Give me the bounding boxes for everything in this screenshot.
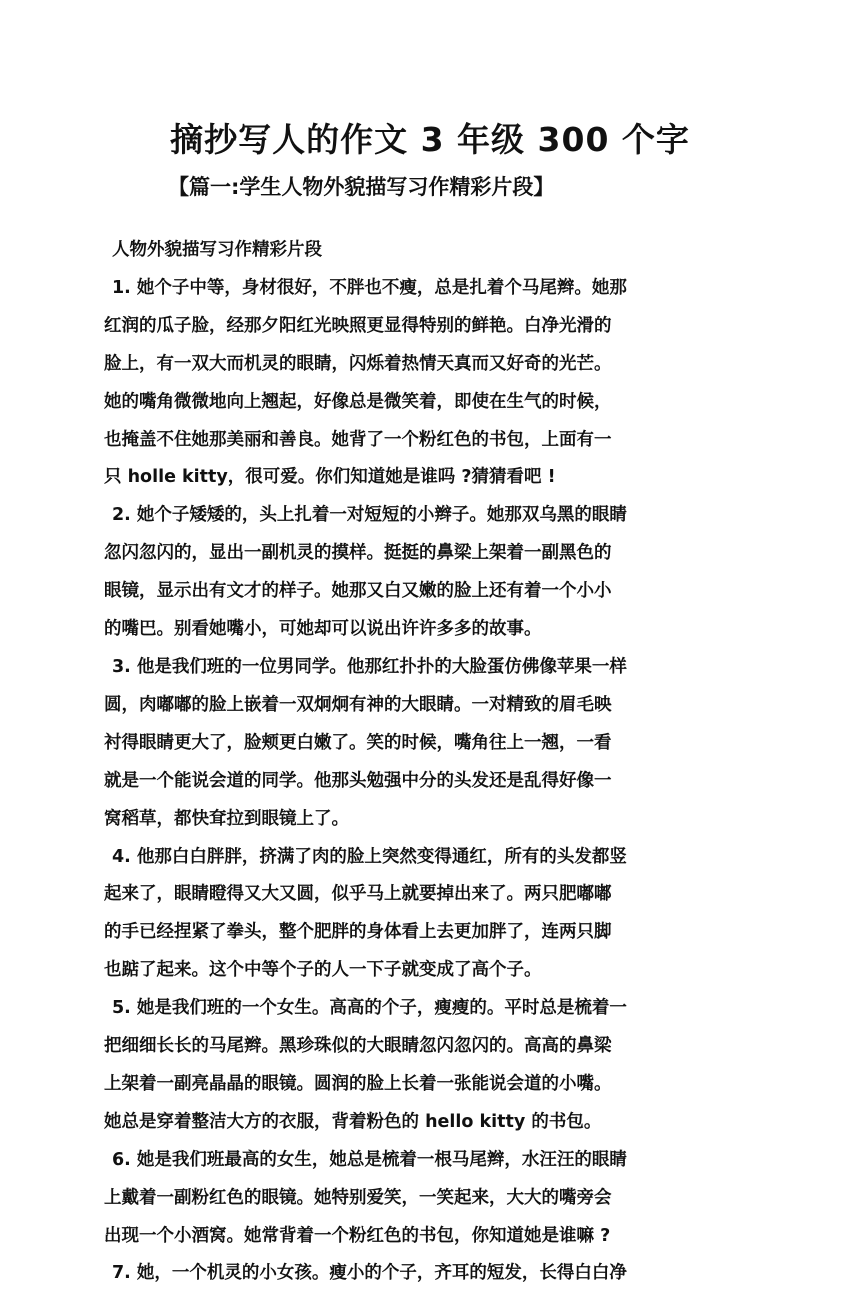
text-line: 脸上，有一双大而机灵的眼睛，闪烁着热情天真而又好奇的光芒。 <box>104 353 612 374</box>
text-line: 忽闪忽闪的，显出一副机灵的摸样。挺挺的鼻梁上架着一副黑色的 <box>104 543 612 564</box>
text-line: 的手已经捏紧了拳头，整个肥胖的身体看上去更加胖了，连两只脚 <box>104 922 612 943</box>
text-line: 就是一个能说会道的同学。他那头勉强中分的头发还是乱得好像一 <box>104 770 612 791</box>
text-line: 只 holle kitty，很可爱。你们知道她是谁吗 ?猜猜看吧 ! <box>104 467 556 488</box>
text-line: 5. 她是我们班的一个女生。高高的个子，瘦瘦的。平时总是梳着一 <box>112 998 627 1019</box>
text-line: 2. 她个子矮矮的，头上扎着一对短短的小辫子。她那双乌黑的眼睛 <box>112 505 627 526</box>
text-line: 圆，肉嘟嘟的脸上嵌着一双炯炯有神的大眼睛。一对精致的眉毛映 <box>104 694 612 715</box>
text-line: 的嘴巴。别看她嘴小，可她却可以说出许许多多的故事。 <box>104 619 542 640</box>
text-line: 衬得眼睛更大了，脸颊更白嫩了。笑的时候，嘴角往上一翘，一看 <box>104 732 612 753</box>
text-line: 她总是穿着整洁大方的衣服，背着粉色的 hello kitty 的书包。 <box>104 1111 602 1132</box>
text-line: 7. 她，一个机灵的小女孩。瘦小的个子，齐耳的短发，长得白白净 <box>112 1263 627 1284</box>
document-title: 摘抄写人的作文 3 年级 300 个字 <box>170 120 690 159</box>
document-body <box>104 232 704 1293</box>
section-heading: 人物外貌描写习作精彩片段 <box>112 240 322 260</box>
text-line: 6. 她是我们班最高的女生，她总是梳着一根马尾辫，水汪汪的眼睛 <box>112 1149 627 1170</box>
text-line: 上架着一副亮晶晶的眼镜。圆润的脸上长着一张能说会道的小嘴。 <box>104 1073 612 1094</box>
document-subtitle: 【篇一:学生人物外貌描写习作精彩片段】 <box>168 175 555 199</box>
text-line: 眼镜，显示出有文才的样子。她那又白又嫩的脸上还有着一个小小 <box>104 581 612 602</box>
text-line: 3. 他是我们班的一位男同学。他那红扑扑的大脸蛋仿佛像苹果一样 <box>112 656 627 677</box>
text-line: 也掩盖不住她那美丽和善良。她背了一个粉红色的书包，上面有一 <box>104 429 612 450</box>
text-line: 出现一个小酒窝。她常背着一个粉红色的书包，你知道她是谁嘛 ? <box>104 1225 611 1246</box>
text-line: 4. 他那白白胖胖，挤满了肉的脸上突然变得通红，所有的头发都竖 <box>112 846 627 867</box>
text-line: 她的嘴角微微地向上翘起，好像总是微笑着，即使在生气的时候， <box>104 391 612 412</box>
text-line: 红润的瓜子脸，经那夕阳红光映照更显得特别的鲜艳。白净光滑的 <box>104 315 612 336</box>
text-line: 窝稻草，都快耷拉到眼镜上了。 <box>104 808 349 829</box>
text-line: 把细细长长的马尾辫。黑珍珠似的大眼睛忽闪忽闪的。高高的鼻梁 <box>104 1036 612 1057</box>
text-line: 上戴着一副粉红色的眼镜。她特别爱笑，一笑起来，大大的嘴旁会 <box>104 1187 612 1208</box>
text-line: 1. 她个子中等，身材很好，不胖也不瘦，总是扎着个马尾辫。她那 <box>112 277 627 298</box>
text-line: 也踮了起来。这个中等个子的人一下子就变成了高个子。 <box>104 960 542 981</box>
text-line: 起来了，眼睛瞪得又大又圆，似乎马上就要掉出来了。两只肥嘟嘟 <box>104 884 612 905</box>
